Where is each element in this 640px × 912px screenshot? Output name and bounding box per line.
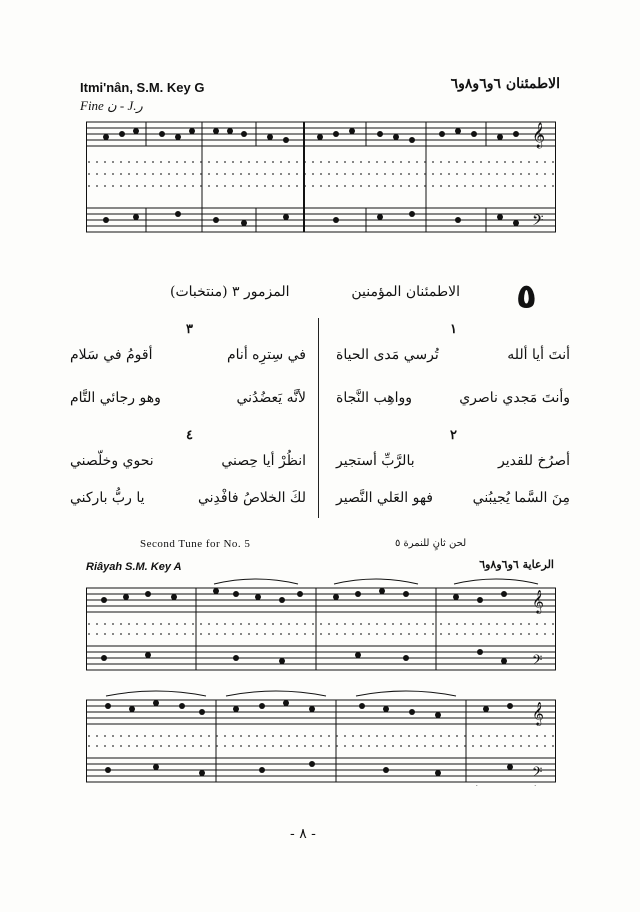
svg-text:𝄞: 𝄞 bbox=[532, 701, 544, 725]
svg-text:𝄞: 𝄞 bbox=[532, 123, 546, 148]
verse-line bbox=[336, 453, 570, 469]
verse-phrase: في سِترِه أنام bbox=[227, 347, 306, 363]
svg-text:𝄞: 𝄞 bbox=[532, 589, 544, 613]
svg-text:𝄢: 𝄢 bbox=[532, 652, 543, 671]
verse-phrase: أنتَ أيا ألله bbox=[507, 347, 570, 363]
verse-number: ٣ bbox=[186, 322, 193, 337]
psalm-title-right: الاطمئنان المؤمنين bbox=[351, 284, 460, 300]
fine-marking: Fine ن - J.ر bbox=[80, 98, 143, 113]
verse-phrase: بالرَّبِّ أستجير bbox=[336, 453, 415, 469]
column-divider bbox=[318, 318, 319, 518]
psalm-number: ٥ bbox=[516, 277, 537, 317]
verse-phrase: تُرسي مَدى الحياة bbox=[336, 347, 439, 363]
psalm-title-left: المزمور ٣ (منتخبات) bbox=[170, 284, 290, 300]
second-tune-label: Second Tune for No. 5 bbox=[140, 538, 251, 550]
verse-phrase: فهو العَلي النَّصير bbox=[336, 490, 433, 506]
score-riayah-system-1 bbox=[86, 574, 556, 674]
header-title-left: Itmi'nân, S.M. Key G bbox=[80, 80, 205, 95]
verse-line bbox=[336, 390, 570, 406]
second-tune-label-arabic: لحن ثانٍ للنمرة ٥ bbox=[395, 538, 467, 549]
verse-phrase: وأنتَ مَجدي ناصري bbox=[459, 390, 570, 406]
verse-phrase: يا ربُّ باركني bbox=[70, 490, 145, 506]
verse-phrase: مِنَ السَّما يُجيبُني bbox=[472, 490, 570, 506]
verse-phrase: لكَ الخلاصُ فافْدِني bbox=[197, 490, 306, 506]
tune2-title-left: Riâyah S.M. Key A bbox=[86, 561, 182, 573]
svg-text:𝄢: 𝄢 bbox=[532, 212, 544, 233]
verse-number: ٢ bbox=[450, 428, 457, 443]
verse-phrase: انظُرْ أيا حِصني bbox=[221, 453, 306, 469]
header-title-right: الاطمئنان ٦و٦و٨و٦ bbox=[450, 76, 560, 92]
verse-line bbox=[70, 490, 306, 506]
verse-line bbox=[336, 490, 570, 506]
verse-phrase: نحوي وخلّصني bbox=[70, 453, 154, 469]
verse-line bbox=[70, 453, 306, 469]
verse-phrase: أصرُخ للقدير bbox=[498, 453, 570, 469]
verse-line bbox=[70, 347, 306, 363]
verse-line bbox=[336, 347, 570, 363]
verse-phrase: وواهِب النَّجاة bbox=[336, 390, 413, 406]
page-number: - ٨ - bbox=[290, 826, 316, 842]
tune2-title-right: الرعاية ٦و٦و٨و٦ bbox=[479, 558, 554, 571]
score-itminan bbox=[86, 112, 556, 242]
verse-phrase: لأنَّه يَعضُدُني bbox=[236, 390, 306, 406]
psalm-title bbox=[170, 284, 460, 300]
verse-number: ١ bbox=[450, 322, 457, 337]
verse-number: ٤ bbox=[186, 428, 193, 443]
verse-phrase: أقومُ في سَلام bbox=[70, 347, 153, 363]
svg-text:𝄢: 𝄢 bbox=[532, 764, 543, 783]
verse-phrase: وهو رجائي التَّام bbox=[70, 390, 161, 406]
verse-line bbox=[70, 390, 306, 406]
score-riayah-system-2 bbox=[86, 686, 556, 786]
